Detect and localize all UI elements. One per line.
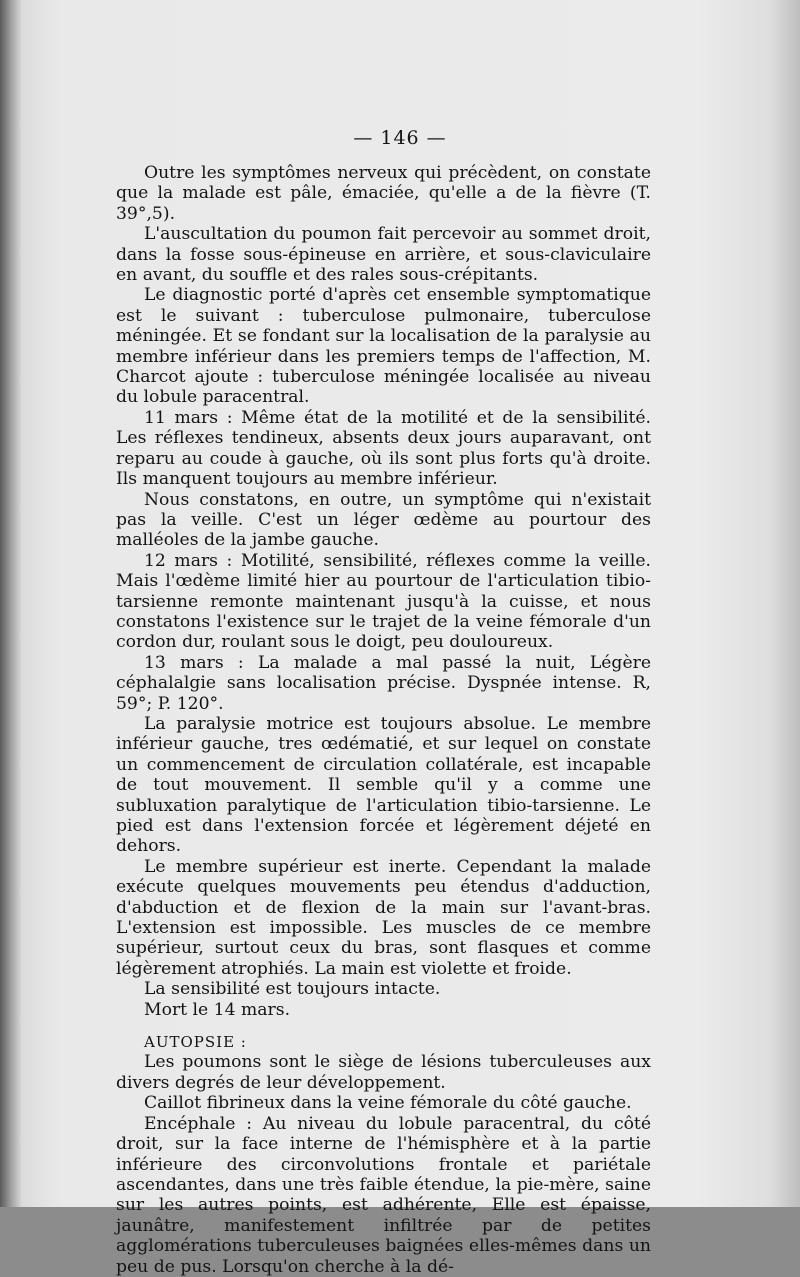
section-heading: AUTOPSIE : (144, 1033, 247, 1052)
page-number: — 146 — (353, 127, 447, 149)
paragraph: Encéphale : Au niveau du lobule paracentral, du côté droit, sur la face interne de l'hémisphère et à la partie inférieure des circonvolutions frontale et pariétale ascendantes, dans une très faible étendue, la pie-mère, saine sur les autres points, est adhérente, Elle est épaisse, jaunâtre, manifestement infiltrée par de petites agglomérations tuberculeuses baignées elles-mêmes dans un peu de pus. Lorsqu'on cherche à la dé- (116, 1113, 651, 1277)
paragraph: 11 mars : Même état de la motilité et de la sensibilité. Les réflexes tendineux, absents deux jours auparavant, ont reparu au coude à gauche, où ils sont plus forts qu'à droite. Ils manquent toujours au membre inférieur. (116, 407, 651, 490)
paragraph: Les poumons sont le siège de lésions tuberculeuses aux divers degrés de leur développement. (116, 1052, 651, 1093)
paragraph: La paralysie motrice est toujours absolue. Le membre inférieur gauche, tres œdématié, et sur lequel on constate un commencement de circulation collatérale, est incapable de tout mouvement. Il semble qu'il y a comme une subluxation paralytique de l'articulation tibio-tarsienne. Le pied est dans l'extension forcée et légèrement déjeté en dehors. (116, 713, 651, 857)
paragraph: Mort le 14 mars. (144, 999, 291, 1020)
paragraph: Nous constatons, en outre, un symptôme qui n'existait pas la veille. C'est un léger œdème au pourtour des malléoles de la jambe gauche. (116, 489, 651, 551)
paragraph: 12 mars : Motilité, sensibilité, réflexes comme la veille. Mais l'œdème limité hier au pourtour de l'articulation tibio-tarsienne remonte maintenant jusqu'à la cuisse, et nous constatons l'existence sur le trajet de la veine fémorale d'un cordon dur, roulant sous le doigt, peu douloureux. (116, 550, 651, 653)
paragraph: Caillot fibrineux dans la veine fémorale du côté gauche. (144, 1093, 632, 1114)
paragraph: Le membre supérieur est inerte. Cependant la malade exécute quelques mouvements peu étendus d'adduction, d'abduction et de flexion de la main sur l'avant-bras. L'extension est impossible. Les muscles de ce membre supérieur, surtout ceux du bras, sont flasques et comme légèrement atrophiés. La main est violette et froide. (116, 856, 651, 979)
paragraph: L'auscultation du poumon fait percevoir au sommet droit, dans la fosse sous-épineuse en arrière, et sous-claviculaire en avant, du souffle et des rales sous-crépitants. (116, 224, 651, 286)
paragraph: 13 mars : La malade a mal passé la nuit, Légère céphalalgie sans localisation précise. Dyspnée intense. R, 59°; P. 120°. (116, 652, 651, 714)
paragraph: Le diagnostic porté d'après cet ensemble symptomatique est le suivant : tuberculose pulmonaire, tuberculose méningée. Et se fondant sur la localisation de la paralysie au membre inférieur dans les premiers temps de l'affection, M. Charcot ajoute : tuberculose méningée localisée au niveau du lobule paracentral. (116, 285, 651, 408)
paragraph: La sensibilité est toujours intacte. (144, 979, 441, 1000)
body-text (116, 163, 651, 1277)
paragraph: Outre les symptômes nerveux qui précèdent, on constate que la malade est pâle, émaciée, qu'elle a de la fièvre (T. 39°,5). (116, 163, 651, 224)
